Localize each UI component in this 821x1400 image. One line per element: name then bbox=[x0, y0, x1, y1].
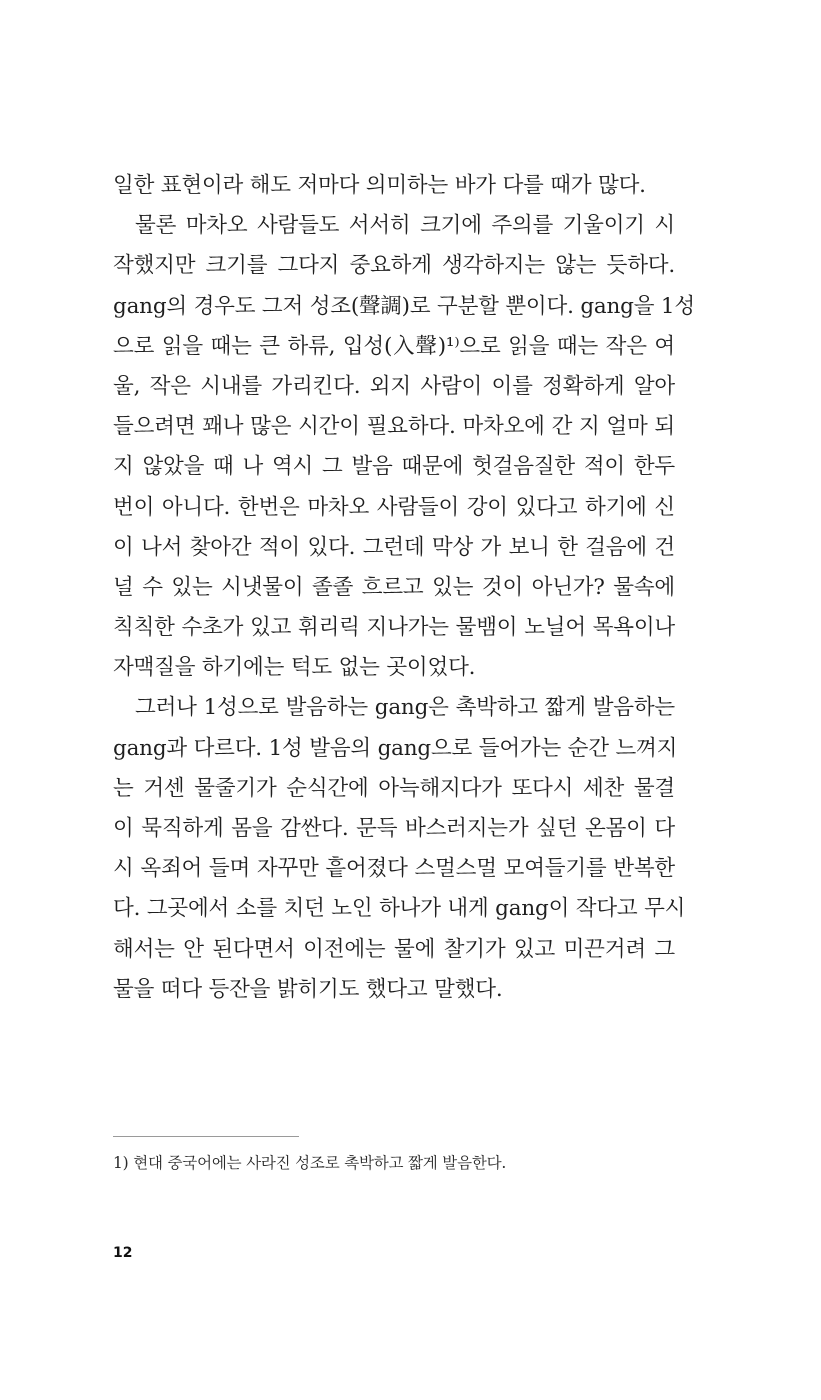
text-line: 해서는 안 된다면서 이전에는 물에 찰기가 있고 미끈거려 그 bbox=[113, 936, 675, 962]
text-line: gang의 경우도 그저 성조(聲調)로 구분할 뿐이다. gang을 1성 bbox=[113, 293, 695, 319]
text-line: 울, 작은 시내를 가리킨다. 외지 사람이 이를 정확하게 알아 bbox=[113, 373, 675, 399]
text-line: 작했지만 크기를 그다지 중요하게 생각하지는 않는 듯하다. bbox=[113, 253, 675, 279]
text-line: 물론 마차오 사람들도 서서히 크기에 주의를 기울이기 시 bbox=[135, 213, 675, 239]
text-line: 이 나서 찾아간 적이 있다. 그런데 막상 가 보니 한 걸음에 건 bbox=[113, 534, 675, 560]
footnote-marker: 1) bbox=[113, 1154, 129, 1172]
body-text bbox=[113, 166, 695, 1010]
text-line: 물을 떠다 등잔을 밝히기도 했다고 말했다. bbox=[113, 976, 503, 1002]
text-line: 그러나 1성으로 발음하는 gang은 촉박하고 짧게 발음하는 bbox=[135, 695, 675, 721]
footnote-divider bbox=[113, 1136, 299, 1137]
text-line: 일한 표현이라 해도 저마다 의미하는 바가 다를 때가 많다. bbox=[113, 173, 646, 198]
text-line: 널 수 있는 시냇물이 졸졸 흐르고 있는 것이 아닌가? 물속에 bbox=[113, 574, 675, 600]
text-line: 으로 읽을 때는 큰 하류, 입성(入聲)¹⁾으로 읽을 때는 작은 여 bbox=[113, 333, 675, 359]
text-line: gang과 다르다. 1성 발음의 gang으로 들어가는 순간 느껴지 bbox=[113, 735, 678, 761]
page-number: 12 bbox=[113, 1245, 133, 1261]
footnote-text: 현대 중국어에는 사라진 성조로 촉박하고 짧게 발음한다. bbox=[133, 1154, 507, 1172]
text-line: 는 거센 물줄기가 순식간에 아늑해지다가 또다시 세찬 물결 bbox=[113, 775, 675, 801]
text-line: 시 옥죄어 들며 자꾸만 흩어졌다 스멀스멀 모여들기를 반복한 bbox=[113, 856, 675, 882]
text-line: 이 묵직하게 몸을 감싼다. 문득 바스러지는가 싶던 온몸이 다 bbox=[113, 816, 675, 841]
text-line: 자맥질을 하기에는 턱도 없는 곳이었다. bbox=[113, 655, 476, 681]
text-line: 들으려면 꽤나 많은 시간이 필요하다. 마차오에 간 지 얼마 되 bbox=[113, 414, 675, 440]
text-line: 칙칙한 수초가 있고 휘리릭 지나가는 물뱀이 노닐어 목욕이나 bbox=[113, 615, 675, 641]
text-line: 다. 그곳에서 소를 치던 노인 하나가 내게 gang이 작다고 무시 bbox=[113, 896, 686, 922]
text-line: 번이 아니다. 한번은 마차오 사람들이 강이 있다고 하기에 신 bbox=[113, 494, 675, 520]
footnote bbox=[113, 1152, 506, 1174]
text-line: 지 않았을 때 나 역시 그 발음 때문에 헛걸음질한 적이 한두 bbox=[113, 454, 675, 480]
